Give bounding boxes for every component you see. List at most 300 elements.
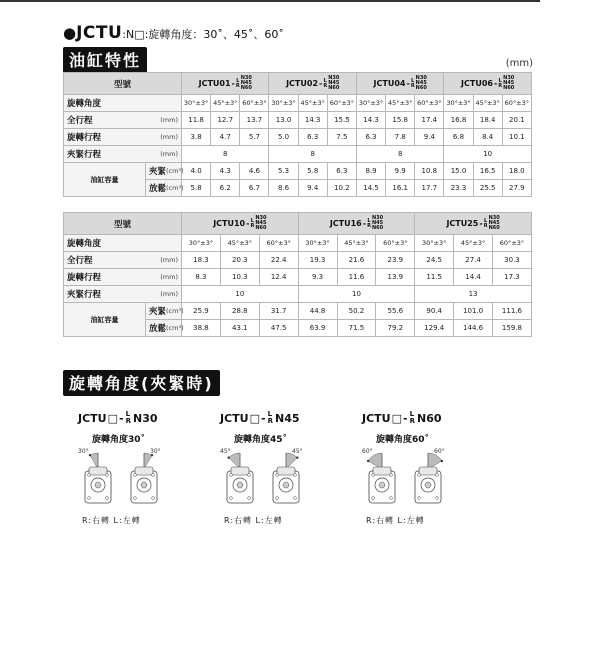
table-cell: 55.6 xyxy=(376,303,415,320)
clamp-arm xyxy=(373,467,391,475)
row-unit: (cm³) xyxy=(166,167,184,175)
angle-label: 45° xyxy=(292,448,303,455)
table-cell: 71.5 xyxy=(337,320,376,337)
model-name: JCTU25 xyxy=(446,219,479,228)
table-cell: 30°±3° xyxy=(269,95,298,112)
table-cell: 43.1 xyxy=(220,320,259,337)
table-cell: 25.9 xyxy=(182,303,221,320)
diagram-title xyxy=(220,411,340,425)
table-cell: 13 xyxy=(415,286,532,303)
clamp-arm xyxy=(231,467,249,475)
angle-option: N45 xyxy=(488,220,500,226)
clamp-arm xyxy=(419,467,437,475)
model-name: JCTU02 xyxy=(286,79,319,88)
row-unit: (mm) xyxy=(146,286,182,303)
table-cell: 6.8 xyxy=(444,129,473,146)
table-cell: 6.3 xyxy=(356,129,385,146)
direction-options xyxy=(498,79,502,89)
diagram-box: □ xyxy=(107,411,119,425)
row-label: 旋轉行程 xyxy=(64,269,146,286)
cylinder-unit xyxy=(227,453,253,503)
model-header xyxy=(444,73,531,95)
table-cell: 17.4 xyxy=(415,112,444,129)
table-cell: 6.3 xyxy=(298,129,327,146)
direction-options xyxy=(250,219,254,229)
direction-right: R xyxy=(409,417,415,425)
bolt-hole-icon xyxy=(230,474,233,477)
table-cell: 27.4 xyxy=(454,252,493,269)
row-full-stroke xyxy=(64,112,532,129)
row-label: 夾緊行程 xyxy=(64,286,146,303)
model-header xyxy=(182,73,269,95)
row-label: 夾緊 xyxy=(149,307,167,317)
direction-right: R xyxy=(498,82,503,89)
table-cell: 8 xyxy=(269,146,356,163)
table-cell: 45°±3° xyxy=(298,95,327,112)
table-cell: 10 xyxy=(444,146,531,163)
table-cell: 23.9 xyxy=(376,252,415,269)
direction-options xyxy=(236,79,240,89)
table-cell: 63.9 xyxy=(298,320,337,337)
table-cell: 6.2 xyxy=(211,180,240,197)
sweep-wedge xyxy=(428,453,442,469)
model-code: JCTU06 - L R N30 N45 N60 xyxy=(461,75,515,91)
table-cell: 7.8 xyxy=(386,129,415,146)
table-cell: 30.3 xyxy=(493,252,532,269)
direction-left: L xyxy=(367,217,371,224)
table-cell: 9.4 xyxy=(298,180,327,197)
bolt-hole-icon xyxy=(88,497,91,500)
direction-right: R xyxy=(323,82,328,89)
row-label: 全行程 xyxy=(64,112,146,129)
table-cell: 8.4 xyxy=(473,129,502,146)
diagram-dash: - xyxy=(403,411,408,425)
table-cell: 4.3 xyxy=(211,163,240,180)
table-cell: 101.0 xyxy=(454,303,493,320)
direction-right: R xyxy=(367,222,371,229)
diagram-model: JCTU xyxy=(362,411,391,425)
direction-left: L xyxy=(411,77,415,84)
table-cell: 11.5 xyxy=(415,269,454,286)
row-label: 放鬆 xyxy=(149,324,167,334)
table-cell: 159.8 xyxy=(493,320,532,337)
direction-options xyxy=(411,79,415,89)
bolt-hole-icon xyxy=(248,474,251,477)
direction-right: R xyxy=(235,82,240,89)
table-cell: 21.6 xyxy=(337,252,376,269)
arrow-tip-icon xyxy=(227,456,229,458)
rotation-options: :旋轉角度：30˚、45˚、60˚ xyxy=(144,28,284,41)
model-name: JCTU10 xyxy=(213,219,246,228)
table-cell: 5.8 xyxy=(298,163,327,180)
unit-label: (mm) xyxy=(505,58,533,69)
row-rotation-stroke xyxy=(64,269,532,286)
table-cell: 28.8 xyxy=(220,303,259,320)
table-cell: 18.0 xyxy=(502,163,531,180)
diagram-angle-code: N60 xyxy=(416,411,442,425)
row-label: 全行程 xyxy=(64,252,146,269)
table-cell: 8.9 xyxy=(356,163,385,180)
angle-option: N30 xyxy=(415,75,427,81)
angle-options xyxy=(489,216,500,231)
angle-label: 30° xyxy=(78,448,89,455)
table-cell: 11.6 xyxy=(337,269,376,286)
sweep-wedge xyxy=(286,453,297,469)
piston-core xyxy=(379,482,385,488)
table-cell: 30°±3° xyxy=(444,95,473,112)
table-cell: 16.5 xyxy=(473,163,502,180)
table-cell: 5.7 xyxy=(240,129,269,146)
direction-right: R xyxy=(250,222,255,229)
angle-label: 60° xyxy=(434,448,445,455)
row-clamp-volume xyxy=(64,163,532,180)
row-clamp-stroke xyxy=(64,146,532,163)
row-label: 旋轉角度 xyxy=(64,235,182,252)
table-cell: 129.4 xyxy=(415,320,454,337)
table-cell: 20.3 xyxy=(220,252,259,269)
table-cell: 31.7 xyxy=(259,303,298,320)
row-rotation-stroke xyxy=(64,129,532,146)
bolt-hole-icon xyxy=(248,497,251,500)
table-cell: 60°±3° xyxy=(415,95,444,112)
table-cell: 14.3 xyxy=(356,112,385,129)
table-cell: 8 xyxy=(356,146,443,163)
row-unit: (mm) xyxy=(146,252,182,269)
table-cell: 30°±3° xyxy=(298,235,337,252)
table-cell: 8.3 xyxy=(182,269,221,286)
table-cell: 25.5 xyxy=(473,180,502,197)
header-row xyxy=(64,213,532,235)
piston-core xyxy=(283,482,289,488)
direction-options xyxy=(367,219,371,229)
table-cell: 30°±3° xyxy=(182,95,211,112)
row-rotation-angle xyxy=(64,235,532,252)
table-cell: 30°±3° xyxy=(415,235,454,252)
section-title-rotation-angle: 旋轉角度(夾緊時) xyxy=(63,370,220,396)
row-label: 夾緊行程 xyxy=(64,146,146,163)
rotation-illustration xyxy=(78,449,178,511)
bolt-hole-icon xyxy=(230,497,233,500)
bolt-hole-icon xyxy=(294,474,297,477)
table-cell: 14.5 xyxy=(356,180,385,197)
table-cell: 6.3 xyxy=(327,163,356,180)
direction-legend: R:右轉 L:左轉 xyxy=(224,516,283,525)
angle-option: N60 xyxy=(328,85,340,91)
table-cell: 10.8 xyxy=(415,163,444,180)
volume-group-label: 油缸容量 xyxy=(64,303,146,337)
model-name: JCTU04 xyxy=(373,79,406,88)
bolt-hole-icon xyxy=(152,497,155,500)
direction-options xyxy=(323,79,327,89)
bolt-hole-icon xyxy=(276,474,279,477)
clamp-arm xyxy=(135,467,153,475)
angle-option: N45 xyxy=(415,80,427,86)
table-cell: 27.9 xyxy=(502,180,531,197)
table-cell: 6.7 xyxy=(240,180,269,197)
bolt-hole-icon xyxy=(134,474,137,477)
model-code: JCTU04 - L R N30 N45 N60 xyxy=(373,75,427,91)
table-cell: 3.8 xyxy=(182,129,211,146)
table-cell: 47.5 xyxy=(259,320,298,337)
angle-option: N30 xyxy=(328,75,340,81)
angle-option: N60 xyxy=(255,225,267,231)
table-cell: 5.8 xyxy=(182,180,211,197)
angle-option: N45 xyxy=(503,80,515,86)
angle-option: N30 xyxy=(503,75,515,81)
bolt-hole-icon xyxy=(372,497,375,500)
table-cell: 4.7 xyxy=(211,129,240,146)
section-title-cylinder-specs: 油缸特性 xyxy=(63,47,147,73)
direction-right: R xyxy=(483,222,488,229)
table-cell: 30°±3° xyxy=(356,95,385,112)
type-header: 型號 xyxy=(64,73,182,95)
table-cell: 144.6 xyxy=(454,320,493,337)
table-cell: 79.2 xyxy=(376,320,415,337)
angle-options xyxy=(241,76,252,91)
table-cell: 10.1 xyxy=(502,129,531,146)
table-cell: 15.5 xyxy=(327,112,356,129)
table-cell: 18.4 xyxy=(473,112,502,129)
angle-option: N60 xyxy=(240,85,252,91)
row-clamp-volume xyxy=(64,303,532,320)
row-rotation-angle xyxy=(64,95,532,112)
page-title xyxy=(63,23,284,43)
table-cell: 13.9 xyxy=(376,269,415,286)
direction-left: L xyxy=(236,77,240,84)
table-cell: 60°±3° xyxy=(240,95,269,112)
direction-options xyxy=(268,411,273,425)
piston-core xyxy=(95,482,101,488)
spec-table-2 xyxy=(63,212,532,337)
bolt-hole-icon xyxy=(372,474,375,477)
table-cell: 45°±3° xyxy=(211,95,240,112)
model-name: JCTU xyxy=(76,23,123,43)
arrow-tip-icon xyxy=(441,460,443,462)
angle-options xyxy=(416,76,427,91)
angle-option: N60 xyxy=(415,85,427,91)
direction-options xyxy=(484,219,488,229)
diagram-title xyxy=(362,411,482,425)
arrow-tip-icon xyxy=(296,456,298,458)
bolt-hole-icon xyxy=(276,497,279,500)
direction-right: R xyxy=(410,82,415,89)
table-cell: 45°±3° xyxy=(220,235,259,252)
bolt-hole-icon xyxy=(294,497,297,500)
model-header xyxy=(269,73,356,95)
direction-left: L xyxy=(498,77,502,84)
table-cell: 9.3 xyxy=(298,269,337,286)
direction-right: R xyxy=(125,417,131,425)
diagram-model: JCTU xyxy=(220,411,249,425)
cylinder-unit xyxy=(415,453,443,503)
model-suffix: :N□ xyxy=(122,28,145,41)
row-label-cell xyxy=(146,163,182,180)
table-cell: 60°±3° xyxy=(327,95,356,112)
table-cell: 12.7 xyxy=(211,112,240,129)
table-cell: 45°±3° xyxy=(454,235,493,252)
bolt-hole-icon xyxy=(88,474,91,477)
bolt-hole-icon xyxy=(436,474,439,477)
angle-options xyxy=(328,76,339,91)
angle-label: 45° xyxy=(220,448,231,455)
row-unit: (mm) xyxy=(146,146,182,163)
model-code: JCTU25 - L R N30 N45 N60 xyxy=(446,215,500,231)
rotation-diagram-n60 xyxy=(362,411,482,526)
model-code: JCTU16 - L R N30 N45 N60 xyxy=(329,215,384,231)
diagram-subtitle: 旋轉角度45˚ xyxy=(234,435,288,445)
table-cell: 13.7 xyxy=(240,112,269,129)
cylinder-unit xyxy=(85,453,111,503)
direction-left: L xyxy=(267,410,273,418)
direction-left: L xyxy=(484,217,488,224)
angle-options xyxy=(503,76,514,91)
rotation-illustration xyxy=(362,449,462,511)
angle-option: N60 xyxy=(371,225,384,231)
clamp-arm xyxy=(277,467,295,475)
row-full-stroke xyxy=(64,252,532,269)
angle-option: N30 xyxy=(488,215,500,221)
diagram-dash: - xyxy=(119,411,124,425)
direction-left: L xyxy=(125,410,131,418)
row-unit: (mm) xyxy=(146,129,182,146)
row-label-cell xyxy=(146,320,182,337)
table-cell: 22.4 xyxy=(259,252,298,269)
cylinder-unit xyxy=(367,453,395,503)
bolt-hole-icon xyxy=(106,497,109,500)
table-cell: 17.7 xyxy=(415,180,444,197)
table-cell: 16.1 xyxy=(386,180,415,197)
row-label-cell xyxy=(146,303,182,320)
diagram-angle-code: N30 xyxy=(132,411,158,425)
table-cell: 5.3 xyxy=(269,163,298,180)
angle-option: N45 xyxy=(240,80,252,86)
angle-option: N45 xyxy=(328,80,340,86)
table-cell: 14.3 xyxy=(298,112,327,129)
angle-option: N30 xyxy=(255,215,267,221)
table-cell: 20.1 xyxy=(502,112,531,129)
type-header: 型號 xyxy=(64,213,182,235)
table-cell: 50.2 xyxy=(337,303,376,320)
bolt-hole-icon xyxy=(418,497,421,500)
direction-left: L xyxy=(409,410,415,418)
row-unit: (mm) xyxy=(146,269,182,286)
table-cell: 60°±3° xyxy=(376,235,415,252)
table-cell: 4.0 xyxy=(182,163,211,180)
angle-label: 30° xyxy=(150,448,161,455)
model-header xyxy=(415,213,532,235)
row-clamp-stroke xyxy=(64,286,532,303)
sweep-wedge xyxy=(368,453,382,469)
table-cell: 11.8 xyxy=(182,112,211,129)
rotation-diagram-n45 xyxy=(220,411,340,526)
cylinder-unit xyxy=(273,453,299,503)
piston-core xyxy=(425,482,431,488)
table-cell: 16.8 xyxy=(444,112,473,129)
angle-option: N45 xyxy=(371,220,384,226)
top-rule xyxy=(0,0,540,2)
model-header xyxy=(298,213,415,235)
table-cell: 5.0 xyxy=(269,129,298,146)
angle-label: 60° xyxy=(362,448,373,455)
table-cell: 17.3 xyxy=(493,269,532,286)
table-cell: 8 xyxy=(182,146,269,163)
arrow-tip-icon xyxy=(367,460,369,462)
angle-options xyxy=(372,216,383,231)
direction-left: L xyxy=(250,217,254,224)
table-cell: 18.3 xyxy=(182,252,221,269)
table-cell: 7.5 xyxy=(327,129,356,146)
diagram-title xyxy=(78,411,198,425)
bolt-hole-icon xyxy=(390,474,393,477)
volume-group-label: 油缸容量 xyxy=(64,163,146,197)
table-cell: 10.2 xyxy=(327,180,356,197)
piston-core xyxy=(141,482,147,488)
diagram-box: □ xyxy=(249,411,261,425)
row-label-cell xyxy=(146,180,182,197)
table-cell: 9.4 xyxy=(415,129,444,146)
arrow-tip-icon xyxy=(89,454,91,456)
diagram-subtitle: 旋轉角度60˚ xyxy=(376,435,430,445)
cylinder-unit xyxy=(131,453,157,503)
clamp-arm xyxy=(89,467,107,475)
model-header xyxy=(182,213,299,235)
bullet-icon: ● xyxy=(63,24,77,42)
table-cell: 45°±3° xyxy=(473,95,502,112)
model-name: JCTU16 xyxy=(329,219,362,228)
direction-options xyxy=(410,411,415,425)
piston-core xyxy=(237,482,243,488)
table-cell: 14.4 xyxy=(454,269,493,286)
table-cell: 24.5 xyxy=(415,252,454,269)
table-cell: 45°±3° xyxy=(386,95,415,112)
bolt-hole-icon xyxy=(418,474,421,477)
table-cell: 44.8 xyxy=(298,303,337,320)
diagram-box: □ xyxy=(391,411,403,425)
table-cell: 15.8 xyxy=(386,112,415,129)
table-cell: 60°±3° xyxy=(493,235,532,252)
row-unit: (mm) xyxy=(146,112,182,129)
table-cell: 111.6 xyxy=(493,303,532,320)
diagram-angle-code: N45 xyxy=(274,411,300,425)
bolt-hole-icon xyxy=(436,497,439,500)
angle-option: N45 xyxy=(255,220,267,226)
row-unit: (cm³) xyxy=(166,324,184,332)
model-code: JCTU02 - L R N30 N45 N60 xyxy=(286,75,340,91)
sweep-wedge xyxy=(229,453,240,469)
model-code: JCTU01 - L R N30 N45 N60 xyxy=(198,75,252,91)
model-code: JCTU10 - L R N30 N45 N60 xyxy=(213,215,267,231)
model-name: JCTU06 xyxy=(461,79,493,88)
table-cell: 15.0 xyxy=(444,163,473,180)
angle-option: N60 xyxy=(488,225,500,231)
direction-legend: R:右轉 L:左轉 xyxy=(82,516,141,525)
direction-left: L xyxy=(323,77,327,84)
table-cell: 10.3 xyxy=(220,269,259,286)
row-label: 放鬆 xyxy=(149,184,167,194)
diagram-model: JCTU xyxy=(78,411,107,425)
table-cell: 45°±3° xyxy=(337,235,376,252)
table-cell: 60°±3° xyxy=(259,235,298,252)
angle-option: N60 xyxy=(503,85,515,91)
row-label: 旋轉行程 xyxy=(64,129,146,146)
header-row xyxy=(64,73,532,95)
angle-option: N30 xyxy=(371,215,384,221)
diagram-subtitle: 旋轉角度30˚ xyxy=(92,435,146,445)
row-unit: (cm³) xyxy=(166,184,184,192)
table-cell: 90.4 xyxy=(415,303,454,320)
model-header xyxy=(356,73,443,95)
table-cell: 60°±3° xyxy=(502,95,531,112)
